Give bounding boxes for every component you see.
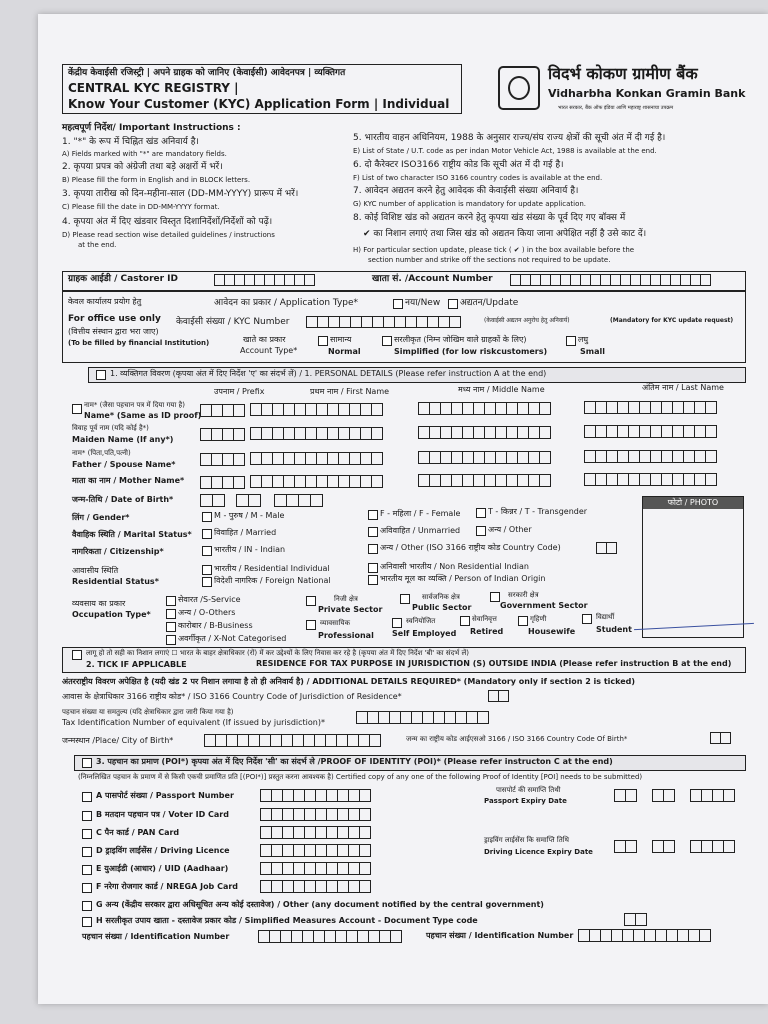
citizen-other-label: अन्य / Other (ISO 3166 राष्ट्रीय कोड Country Code) bbox=[380, 543, 561, 552]
bank-name-hindi: विदर्भ कोकण ग्रामीण बैंक bbox=[548, 64, 698, 83]
small-hi: लघु bbox=[578, 335, 589, 344]
instr-5-hi: 5. भारतीय वाहन अधिनियम, 1988 के अनुसार राज्य/संघ राज्य क्षेत्रों की सूची अंत में दी गई है। bbox=[353, 133, 666, 143]
occ-professional-en: Professional bbox=[318, 631, 374, 640]
occ-govt-checkbox[interactable] bbox=[490, 592, 500, 602]
poi-uid-checkbox[interactable] bbox=[82, 865, 92, 875]
instr-7-hi: 7. आवेदन अद्यतन करने हेतु आवेदक की केवाईसी संख्या अनिवार्य है। bbox=[353, 186, 579, 196]
normal-hi: सामान्य bbox=[330, 335, 352, 344]
dob-month-field[interactable] bbox=[236, 494, 260, 507]
kyc-form-page bbox=[38, 14, 768, 1004]
name-prefix-field[interactable] bbox=[200, 404, 244, 417]
res-individual-label: भारतीय / Residential Individual bbox=[214, 564, 330, 573]
poi-pan-field[interactable] bbox=[260, 826, 370, 839]
place-of-birth-label: जन्मस्थान /Place/ City of Birth* bbox=[62, 736, 174, 745]
normal-checkbox[interactable] bbox=[318, 336, 328, 346]
col-middle-name: मध्य नाम / Middle Name bbox=[458, 385, 545, 394]
occ-public-en: Public Sector bbox=[412, 603, 472, 612]
poi-uid-label: E युआईडी (आधार) / UID (Aadhaar) bbox=[96, 864, 229, 873]
small-en: Small bbox=[580, 347, 605, 356]
account-number-label: खाता सं. /Account Number bbox=[372, 274, 493, 284]
tin-field[interactable] bbox=[356, 711, 488, 724]
gender-male-label: M - पुरुष / M - Male bbox=[214, 511, 285, 520]
father-first-field[interactable] bbox=[250, 452, 382, 465]
occ-xnot-checkbox[interactable] bbox=[166, 635, 176, 645]
occ-student-checkbox[interactable] bbox=[582, 614, 592, 624]
poi-other-label: G अन्य (केंद्रीय सरकार द्वारा अधिसूचित अन्य कोई दस्तावेज) / Other (any document notified by the central government) bbox=[96, 900, 544, 909]
update-label: अद्यतन/Update bbox=[460, 298, 519, 308]
instr-4-en: D) Please read section wise detailed guidelines / instructions bbox=[62, 231, 275, 239]
mother-middle-field[interactable] bbox=[418, 474, 550, 487]
bank-logo-icon bbox=[498, 66, 540, 110]
citizen-other-checkbox[interactable] bbox=[368, 544, 378, 554]
kyc-mandatory-note: (Mandatory for KYC update request) bbox=[610, 317, 734, 324]
occ-housewife-hi: गृहिणी bbox=[530, 615, 547, 623]
occ-self-en: Self Employed bbox=[392, 629, 457, 638]
office-label-en: For office use only bbox=[68, 314, 161, 324]
instr-8-en: H) For particular section update, please tick ( ✔ ) in the box available before the bbox=[353, 246, 635, 254]
country-of-birth-field[interactable] bbox=[710, 732, 730, 744]
account-type-en: Account Type* bbox=[240, 346, 298, 355]
dl-expiry-day[interactable] bbox=[614, 840, 636, 853]
new-checkbox[interactable] bbox=[393, 299, 403, 309]
customer-id-label: ग्राहक आईडी / Castorer ID bbox=[68, 274, 179, 284]
office-label-hi: केवल कार्यालय प्रयोग हेतु bbox=[68, 297, 142, 306]
father-middle-field[interactable] bbox=[418, 451, 550, 464]
mother-label: माता का नाम / Mother Name* bbox=[72, 476, 185, 485]
instr-7-en: G) KYC number of application is mandatory for update application. bbox=[353, 200, 587, 208]
mother-first-field[interactable] bbox=[250, 475, 382, 488]
instructions-heading: महत्वपूर्ण निर्देश/ Important Instructions : bbox=[62, 123, 241, 133]
instr-5-en: E) List of State / U.T. code as per indan Motor Vehicle Act, 1988 is available at the end. bbox=[353, 147, 657, 155]
occ-govt-hi: सरकारी क्षेत्र bbox=[508, 591, 539, 599]
application-type-label: आवेदन का प्रकार / Application Type* bbox=[214, 298, 359, 308]
bank-name-english: Vidharbha Konkan Gramin Bank bbox=[548, 87, 746, 100]
instr-4-en2: at the end. bbox=[78, 241, 117, 249]
dob-label: जन्म-तिथि / Date of Birth* bbox=[72, 495, 174, 504]
occ-service-checkbox[interactable] bbox=[166, 596, 176, 606]
instr-3-hi: 3. कृपया तारीख को दिन-महीना-साल (DD-MM-YYYY) प्रारूप में भरें। bbox=[62, 189, 299, 199]
occ-retired-en: Retired bbox=[470, 627, 504, 636]
passport-expiry-day[interactable] bbox=[614, 789, 636, 802]
tin-label-hi: पहचान संख्या या समतुल्य (यदि क्षेत्राधिकार द्वारा जारी किया गया है) bbox=[62, 708, 234, 716]
title-hindi: केंद्रीय केवाईसी रजिस्ट्री | अपने ग्राहक को जानिए (केवाईसी) आवेदनपत्र | व्यक्तिगत bbox=[68, 68, 346, 78]
instr-8-en2: section number and strike off the sections not required to be update. bbox=[368, 256, 611, 264]
occ-public-hi: सार्वजनिक क्षेत्र bbox=[422, 593, 460, 601]
account-number-field[interactable] bbox=[510, 274, 710, 286]
poi-other-checkbox[interactable] bbox=[82, 901, 92, 911]
poi-passport-label: A पासपोर्ट संख्या / Passport Number bbox=[96, 791, 234, 800]
instr-3-en: C) Please fill the date in DD-MM-YYYY format. bbox=[62, 203, 220, 211]
res-foreign-checkbox[interactable] bbox=[202, 577, 212, 587]
id-number-field-right[interactable] bbox=[578, 929, 710, 942]
poi-passport-field[interactable] bbox=[260, 789, 370, 802]
passport-expiry-hi: पासपोर्ट की समाप्ति तिथी bbox=[496, 786, 561, 794]
occ-student-hi: विद्यार्थी bbox=[596, 613, 615, 621]
poi-uid-field[interactable] bbox=[260, 862, 370, 875]
occ-business-checkbox[interactable] bbox=[166, 622, 176, 632]
occ-housewife-en: Housewife bbox=[528, 627, 576, 636]
instr-2-hi: 2. कृपया प्रपत्र को अंग्रेजी तथा बड़े अक्षरों में भरें। bbox=[62, 162, 223, 172]
tin-label-en: Tax Identification Number of equivalent (If issued by jurisdiction)* bbox=[62, 718, 325, 727]
name-checkbox[interactable] bbox=[72, 404, 82, 414]
res-pio-checkbox[interactable] bbox=[368, 575, 378, 585]
unmarried-checkbox[interactable] bbox=[368, 527, 378, 537]
instr-8-hi: 8. कोई विशिष्ट खंड को अद्यतन करने हेतु कृपया खंड संख्या के पूर्व दिए गए बॉक्स में bbox=[353, 213, 626, 223]
mother-last-field[interactable] bbox=[584, 473, 716, 486]
res-individual-checkbox[interactable] bbox=[202, 565, 212, 575]
place-of-birth-field[interactable] bbox=[204, 734, 380, 747]
poi-dl-field[interactable] bbox=[260, 844, 370, 857]
father-prefix-field[interactable] bbox=[200, 453, 244, 466]
occ-service-label: सेवारत /S-Service bbox=[178, 595, 241, 604]
occ-others-checkbox[interactable] bbox=[166, 609, 176, 619]
poi-voter-field[interactable] bbox=[260, 808, 370, 821]
account-type-hi: खाते का प्रकार bbox=[243, 335, 286, 344]
citizen-indian-checkbox[interactable] bbox=[202, 546, 212, 556]
col-first-name: प्रथम नाम / First Name bbox=[310, 387, 390, 396]
father-label-en: Father / Spouse Name* bbox=[72, 460, 176, 469]
col-last-name: अंतिम नाम / Last Name bbox=[642, 383, 724, 392]
res-pio-label: भारतीय मूल का व्यक्ति / Person of Indian Origin bbox=[380, 574, 546, 583]
occupation-label-hi: व्यवसाय का प्रकार bbox=[72, 599, 126, 608]
dob-year-field[interactable] bbox=[274, 494, 322, 507]
occ-govt-en: Government Sector bbox=[500, 601, 588, 610]
gender-male-checkbox[interactable] bbox=[202, 512, 212, 522]
poi-doc-type-field[interactable] bbox=[624, 913, 646, 926]
office-label-hi2: (वित्तीय संस्थान द्वारा भरा जाए) bbox=[68, 327, 159, 336]
poi-voter-label: B मतदान पहचान पत्र / Voter ID Card bbox=[96, 810, 229, 819]
instr-2-en: B) Please fill the form in English and in BLOCK letters. bbox=[62, 176, 251, 184]
occ-housewife-checkbox[interactable] bbox=[518, 616, 528, 626]
marital-label: वैवाहिक स्थिति / Marital Status* bbox=[72, 530, 192, 539]
res-foreign-label: विदेशी नागरिक / Foreign National bbox=[214, 576, 331, 585]
occ-xnot-label: अवर्गीकृत / X-Not Categorised bbox=[178, 634, 287, 643]
gender-trans-label: T - किन्नर / T - Transgender bbox=[488, 507, 588, 516]
simplified-hi: सरलीकृत (निम्न जोखिम वाले ग्राहकों के लिए) bbox=[394, 335, 527, 344]
iso-jurisdiction-field[interactable] bbox=[488, 690, 508, 702]
section3-subtitle: (निम्नलिखित पहचान के प्रमाण में से किसी एकची प्रमाणित प्रति [(POI*)] प्रस्तुत करना आवश्यक है) Certified copy of any one of the following Proof of Identity [POI] needs to be submitted) bbox=[78, 773, 643, 781]
citizen-country-code-field[interactable] bbox=[596, 542, 616, 554]
instr-6-hi: 6. दो कैरेक्टर ISO3166 राष्ट्रीय कोड कि सूची अंत में दी गई है। bbox=[353, 160, 564, 170]
poi-nrega-field[interactable] bbox=[260, 880, 370, 893]
simplified-checkbox[interactable] bbox=[382, 336, 392, 346]
section2-residence-label: RESIDENCE FOR TAX PURPOSE IN JURISDICTION (S) OUTSIDE INDIA (Please refer instruction B at the end) bbox=[256, 659, 732, 668]
occupation-label-en: Occupation Type* bbox=[72, 610, 151, 619]
maiden-label-en: Maiden Name (If any*) bbox=[72, 435, 174, 444]
gender-female-label: F - महिला / F - Female bbox=[380, 509, 461, 518]
res-nri-checkbox[interactable] bbox=[368, 563, 378, 573]
section2-checkbox[interactable] bbox=[72, 650, 82, 660]
occ-retired-hi: सेवानिवृत्त bbox=[472, 615, 497, 623]
name-label-hi: नाम* (जैसा पहचान पत्र में दिया गया है) bbox=[84, 401, 185, 409]
unmarried-label: अविवाहित / Unmarried bbox=[380, 526, 461, 535]
instr-1-hi: 1. "*" के रूप में चिह्नित खंड अनिवार्य है। bbox=[62, 137, 199, 147]
occ-professional-checkbox[interactable] bbox=[306, 620, 316, 630]
occ-others-label: अन्य / O-Others bbox=[178, 608, 236, 617]
instr-8-hi2: ✔ का निशान लगाएं तथा जिस खंड को अद्यतन किया जाना अपेक्षित नहीं है उसे काट दें। bbox=[363, 229, 647, 239]
customer-id-field[interactable] bbox=[214, 274, 314, 286]
occ-professional-hi: व्यावसायिक bbox=[320, 619, 350, 627]
occ-self-hi: स्वनियोजित bbox=[406, 617, 436, 625]
kyc-number-label: केवाईसी संख्या / KYC Number bbox=[176, 317, 290, 327]
office-label-en2: (To be filled by financial Institution) bbox=[68, 339, 210, 347]
photo-box[interactable] bbox=[642, 496, 744, 638]
section1-checkbox[interactable] bbox=[96, 370, 106, 380]
residential-label-en: Residential Status* bbox=[72, 577, 159, 586]
mother-prefix-field[interactable] bbox=[200, 476, 244, 489]
poi-pan-label: C पैन कार्ड / PAN Card bbox=[96, 828, 180, 837]
occ-retired-checkbox[interactable] bbox=[460, 616, 470, 626]
update-checkbox[interactable] bbox=[448, 299, 458, 309]
section2-line1: लागू हो तो सही का निशान लगाएं ☐ भारत के बाहर क्षेत्राधिकार (रों) में कर उद्देश्यों के लिए निवास कर रहे है (कृपया अंत में दिए निर्देश 'बी' का संदर्भ लें) bbox=[86, 649, 469, 657]
occ-private-hi: निजी क्षेत्र bbox=[334, 595, 358, 603]
dl-expiry-year[interactable] bbox=[690, 840, 734, 853]
maiden-prefix-field[interactable] bbox=[200, 428, 244, 441]
occ-private-en: Private Sector bbox=[318, 605, 383, 614]
citizen-indian-label: भारतीय / IN - Indian bbox=[214, 545, 286, 554]
poi-voter-checkbox[interactable] bbox=[82, 811, 92, 821]
new-label: नया/New bbox=[405, 298, 441, 308]
dl-expiry-en: Driving Licence Expiry Date bbox=[484, 848, 593, 856]
residential-label-hi: आवासीय स्थिति bbox=[72, 566, 119, 575]
passport-expiry-year[interactable] bbox=[690, 789, 734, 802]
poi-nrega-checkbox[interactable] bbox=[82, 883, 92, 893]
id-number-label-right: पहचान संख्या / Identification Number bbox=[426, 931, 574, 940]
section2-tick-label: 2. TICK IF APPLICABLE bbox=[86, 660, 187, 669]
maiden-label-hi: विवाह पूर्व नाम (यदि कोई है*) bbox=[72, 424, 149, 432]
col-prefix: उपनाम / Prefix bbox=[214, 387, 265, 396]
maiden-last-field[interactable] bbox=[584, 425, 716, 438]
poi-pan-checkbox[interactable] bbox=[82, 829, 92, 839]
bank-tagline: भारत सरकार, बैंक ऑफ इंडिया आणि महाराष्ट्र शासनाचा उपक्रम bbox=[558, 105, 674, 111]
married-checkbox[interactable] bbox=[202, 529, 212, 539]
normal-en: Normal bbox=[328, 347, 361, 356]
kyc-number-field[interactable] bbox=[306, 316, 460, 328]
occ-private-checkbox[interactable] bbox=[306, 596, 316, 606]
section3-title: 3. पहचान का प्रमाण (POI*) कृपया अंत में दिए निर्देश 'सी' का संदर्भ ले /PROOF OF IDENTITY (POI)* (Please refer instructon C at the end) bbox=[96, 757, 613, 766]
married-label: विवाहित / Married bbox=[214, 528, 277, 537]
gender-trans-checkbox[interactable] bbox=[476, 508, 486, 518]
marital-other-checkbox[interactable] bbox=[476, 526, 486, 536]
maiden-first-field[interactable] bbox=[250, 427, 382, 440]
occ-business-label: कारोबार / B-Business bbox=[178, 621, 253, 630]
poi-simplified-label: H सरलीकृत उपाय खाता - दस्तावेज प्रकार कोड / Simplified Measures Account - Document Type code bbox=[96, 916, 478, 925]
occ-student-en: Student bbox=[596, 625, 632, 634]
instr-4-hi: 4. कृपया अंत में दिए खंडवार विस्तृत दिशानिर्देशों/निर्देशों को पढ़ें। bbox=[62, 217, 273, 227]
gender-female-checkbox[interactable] bbox=[368, 510, 378, 520]
name-middle-field[interactable] bbox=[418, 402, 550, 415]
title-line2: Know Your Customer (KYC) Application Form | Individual bbox=[68, 97, 450, 111]
dl-expiry-hi: ड्राइविंग लाईसेंस कि समाप्ति तिथि bbox=[484, 836, 569, 844]
id-number-field-left[interactable] bbox=[258, 930, 401, 943]
photo-label: फोटो / PHOTO bbox=[643, 497, 743, 509]
citizenship-label: नागरिकता / Citizenship* bbox=[72, 547, 164, 556]
kyc-note-hi: (केवाईसी अद्यतन अनुरोध हेतु अनिवार्य) bbox=[484, 317, 570, 324]
name-last-field[interactable] bbox=[584, 401, 716, 414]
poi-simplified-checkbox[interactable] bbox=[82, 917, 92, 927]
maiden-middle-field[interactable] bbox=[418, 426, 550, 439]
poi-dl-label: D ड्राइविंग लाईसेंस / Driving Licence bbox=[96, 846, 230, 855]
father-last-field[interactable] bbox=[584, 450, 716, 463]
iso-jurisdiction-label: आवास के क्षेत्राधिकार 3166 राष्ट्रीय कोड* / ISO 3166 Country Code of Jurisdiction of Residence* bbox=[62, 692, 402, 701]
occ-public-checkbox[interactable] bbox=[400, 594, 410, 604]
id-number-label-left: पहचान संख्या / Identification Number bbox=[82, 932, 230, 941]
poi-dl-checkbox[interactable] bbox=[82, 847, 92, 857]
passport-expiry-month[interactable] bbox=[652, 789, 674, 802]
res-nri-label: अनिवासी भारतीय / Non Residential Indian bbox=[380, 562, 529, 571]
title-line1: CENTRAL KYC REGISTRY | bbox=[68, 81, 239, 95]
section3-checkbox[interactable] bbox=[82, 758, 92, 768]
additional-details-label: अंतरराष्ट्रीय विवरण अपेक्षित है (यदी खंड 2 पर निशान लगाया है तो ही अनिवार्य है) / ADDITIONAL DETAILS REQUIRED* (Mandatory only if section 2 is ticked) bbox=[62, 677, 636, 686]
poi-passport-checkbox[interactable] bbox=[82, 792, 92, 802]
small-checkbox[interactable] bbox=[566, 336, 576, 346]
dl-expiry-month[interactable] bbox=[652, 840, 674, 853]
gender-label: लिंग / Gender* bbox=[72, 513, 130, 522]
father-label-hi: नाम* (पिता,पति,पत्नी) bbox=[72, 449, 131, 457]
instr-6-en: F) List of two character ISO 3166 country codes is available at the end. bbox=[353, 174, 603, 182]
name-label-en: Name* (Same as ID proof) bbox=[84, 411, 202, 420]
instr-1-en: A) Fields marked with "*" are mandatory fields. bbox=[62, 150, 227, 158]
name-first-field[interactable] bbox=[250, 403, 382, 416]
simplified-en: Simplified (for low riskcustomers) bbox=[394, 347, 548, 356]
occ-self-checkbox[interactable] bbox=[392, 618, 402, 628]
passport-expiry-en: Passport Expiry Date bbox=[484, 797, 567, 805]
country-of-birth-label: जन्म का राष्ट्रीय कोड आईएसओ 3166 / ISO 3166 Country Code Of Birth* bbox=[406, 735, 628, 743]
dob-day-field[interactable] bbox=[200, 494, 224, 507]
poi-nrega-label: F नरेगा रोजगार कार्ड / NREGA Job Card bbox=[96, 882, 239, 891]
section1-title: 1. व्यक्तिगत विवरण (कृपया अंत में दिए निर्देश 'ए' का संदर्भ लें) / 1. PERSONAL DETAILS (Please refer instruction A at the end) bbox=[110, 369, 547, 378]
marital-other-label: अन्य / Other bbox=[488, 525, 532, 534]
